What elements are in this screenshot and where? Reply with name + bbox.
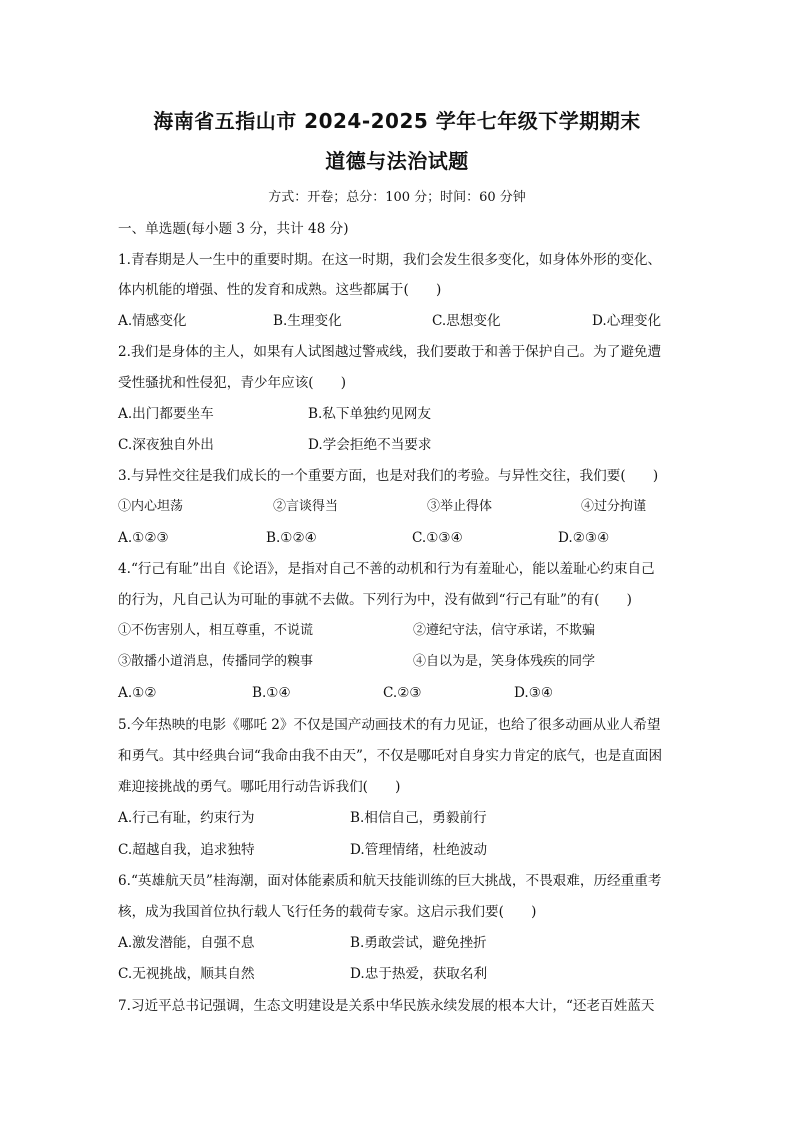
q3-stem-line1: 3.与异性交往是我们成长的一个重要方面，也是对我们的考验。与异性交往，我们要( ) [118,468,659,484]
q3-option-b: B.①②④ [266,530,317,546]
q4-statement-4: ④自以为是，笑身体残疾的同学 [413,654,596,669]
q4-statement-3: ③散播小道消息，传播同学的糗事 [118,654,314,669]
q5-option-b: B.相信自己，勇毅前行 [350,810,487,826]
q2-option-b: B.私下单独约见网友 [308,406,432,422]
q3-option-a: A.①②③ [118,530,169,546]
q4-stem-line1: 4.“行己有耻”出自《论语》，是指对自己不善的动机和行为有羞耻心，能以羞耻心约束自己 [118,561,655,577]
q5-option-d: D.管理情绪，杜绝波动 [350,842,488,858]
q3-statement-2: ②言谈得当 [273,499,339,514]
q6-option-d: D.忠于热爱，获取名利 [350,966,488,982]
q4-stem-line2: 的行为，凡自己认为可耻的事就不去做。下列行为中，没有做到“行己有耻”的有( ) [118,592,632,608]
q1-option-c: C.思想变化 [432,313,501,329]
q1-option-d: D.心理变化 [592,313,662,329]
q2-stem-line1: 2.我们是身体的主人，如果有人试图越过警戒线，我们要敢于和善于保护自己。为了避免遭 [118,344,662,360]
q5-option-a: A.行己有耻，约束行为 [118,810,255,826]
q1-option-b: B.生理变化 [273,313,342,329]
exam-meta: 方式：开卷；总分：100 分；时间：60 分钟 [268,190,526,205]
exam-title: 海南省五指山市 2024-2025 学年七年级下学期期末 [153,109,641,133]
q6-stem-line2: 核，成为我国首位执行载人飞行任务的载荷专家。这启示我们要( ) [118,904,537,920]
q3-statement-3: ③举止得体 [427,499,493,514]
section-heading: 一、单选题(每小题 3 分，共计 48 分) [118,221,349,237]
q7-stem-line1: 7.习近平总书记强调，生态文明建设是关系中华民族永续发展的根本大计，“还老百姓蓝天 [118,998,655,1014]
q4-option-b: B.①④ [252,685,291,701]
q5-option-c: C.超越自我，追求独特 [118,842,255,858]
q1-stem-line1: 1.青春期是人一生中的重要时期。在这一时期，我们会发生很多变化，如身体外形的变化、 [118,252,662,268]
q3-option-c: C.①③④ [412,530,463,546]
q4-option-c: C.②③ [383,685,422,701]
q1-option-a: A.情感变化 [118,313,187,329]
q1-stem-line2: 体内机能的增强、性的发育和成熟。这些都属于( ) [118,282,442,298]
q2-stem-line2: 受性骚扰和性侵犯，青少年应该( ) [118,375,347,391]
exam-subtitle: 道德与法治试题 [325,149,469,173]
q4-statement-1: ①不伤害别人，相互尊重，不说谎 [118,623,314,638]
q5-stem-line3: 难迎接挑战的勇气。哪吒用行动告诉我们( ) [118,779,401,795]
q4-option-d: D.③④ [514,685,554,701]
q6-option-b: B.勇敢尝试，避免挫折 [350,935,487,951]
q6-option-c: C.无视挑战，顺其自然 [118,966,255,982]
q6-option-a: A.激发潜能，自强不息 [118,935,255,951]
q5-stem-line2: 和勇气。其中经典台词“我命由我不由天”，不仅是哪吒对自身实力肯定的底气，也是直面困 [118,748,663,764]
q3-statement-1: ①内心坦荡 [118,499,184,514]
q2-option-d: D.学会拒绝不当要求 [308,437,432,453]
q3-option-d: D.②③④ [558,530,610,546]
q4-option-a: A.①② [118,685,157,701]
q5-stem-line1: 5.今年热映的电影《哪吒 2》不仅是国产动画技术的有力见证，也给了很多动画从业人希望 [118,717,661,733]
q2-option-c: C.深夜独自外出 [118,437,214,453]
q6-stem-line1: 6.“英雄航天员”桂海潮，面对体能素质和航天技能训练的巨大挑战，不畏艰难，历经重重考 [118,873,662,889]
q2-option-a: A.出门都要坐车 [118,406,214,422]
q4-statement-2: ②遵纪守法，信守承诺，不欺骗 [413,623,596,638]
q3-statement-4: ④过分拘谨 [581,499,647,514]
